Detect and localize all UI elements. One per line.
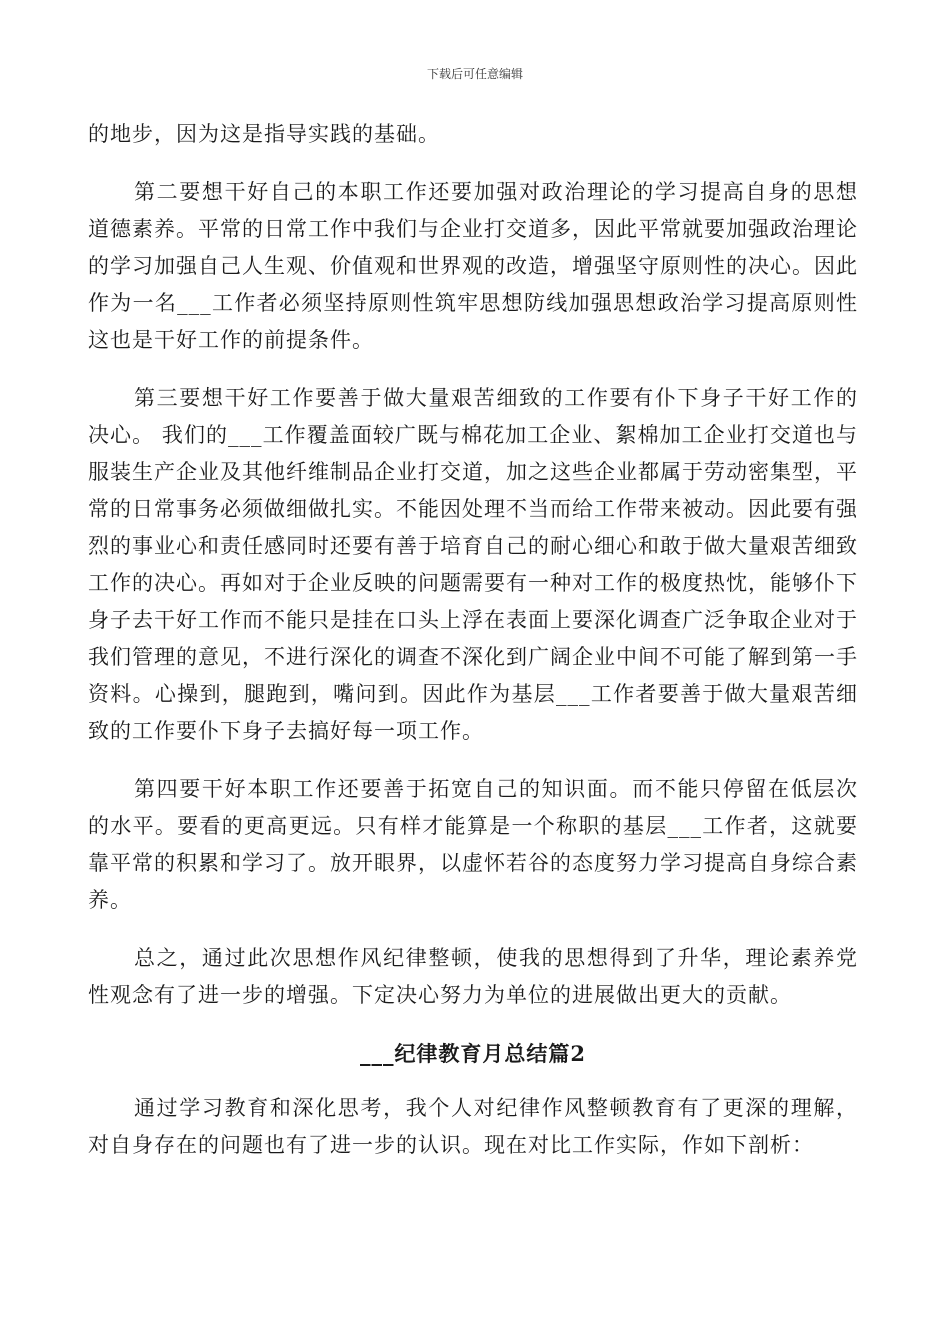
- paragraph-continuation: 的地步，因为这是指导实践的基础。: [88, 122, 440, 146]
- document-body: [88, 116, 858, 1185]
- page-header: 下载后可任意编辑: [426, 67, 523, 81]
- paragraph-point-four: 第四要干好本职工作还要善于拓宽自己的知识面。而不能只停留在低层次的水平。要看的更高更远。只有样才能算是一个称职的基层___工作者，这就要靠平常的积累和学习了。放开眼界，以虚怀若谷的态度努力学习提高自身综合素养。: [88, 777, 858, 912]
- paragraph-conclusion: 总之，通过此次思想作风纪律整顿，使我的思想得到了升华，理论素养党性观念有了进一步的增强。下定决心努力为单位的进展做出更大的贡献。: [88, 946, 858, 1007]
- paragraph-section-intro: 通过学习教育和深化思考，我个人对纪律作风整顿教育有了更深的理解，对自身存在的问题也有了进一步的认识。现在对比工作实际，作如下剖析：: [88, 1096, 858, 1157]
- paragraph-point-two: 第二要想干好自己的本职工作还要加强对政治理论的学习提高自身的思想道德素养。平常的日常工作中我们与企业打交道多，因此平常就要加强政治理论的学习加强自己人生观、价值观和世界观的改造，增强坚守原则性的决心。因此作为一名___工作者必须坚持原则性筑牢思想防线加强思想政治学习提高原则性这也是干好工作的前提条件。: [88, 180, 858, 352]
- section-title: ___纪律教育月总结篇2: [359, 1041, 587, 1066]
- paragraph-point-three: 第三要想干好工作要善于做大量艰苦细致的工作要有仆下身子干好工作的决心。 我们的___工作覆盖面较广既与棉花加工企业、絮棉加工企业打交道也与服装生产企业及其他纤维制品企业打交道，加之这些企业都属于劳动密集型，平常的日常事务必须做细做扎实。不能因处理不当而给工作带来被动。因此要有强烈的事业心和责任感同时还要有善于培育自己的耐心细心和敢于做大量艰苦细致工作的决心。再如对于企业反映的问题需要有一种对工作的极度热忱，能够仆下身子去干好工作而不能只是挂在口头上浮在表面上要深化调查广泛争取企业对于我们管理的意见，不进行深化的调查不深化到广阔企业中间不可能了解到第一手资料。心操到，腿跑到，嘴问到。因此作为基层___工作者要善于做大量艰苦细致的工作要仆下身子去搞好每一项工作。: [88, 386, 858, 743]
